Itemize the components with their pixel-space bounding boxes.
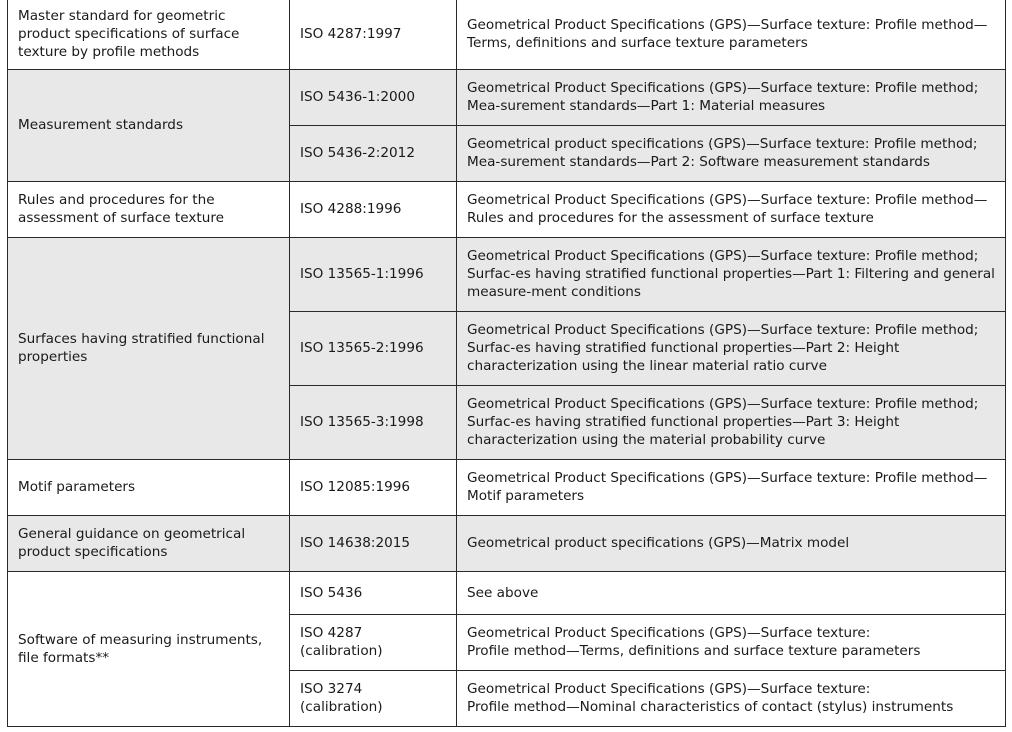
title-cell: Geometrical Product Specifications (GPS)—Surface texture: Profile method—Terms, definitions and surface texture parameters (457, 0, 1006, 69)
title-cell: Geometrical Product Specifications (GPS)—Surface texture: Profile method; Surfac-es having stratified functional properties—Part 3: Height characterization using the material probability curve (457, 385, 1006, 459)
category-cell: Rules and procedures for the assessment of surface texture (8, 181, 290, 237)
standard-cell: ISO 3274 (calibration) (290, 670, 457, 726)
standard-cell: ISO 13565-1:1996 (290, 237, 457, 311)
category-cell: Software of measuring instruments, file formats** (8, 571, 290, 726)
title-cell: Geometrical Product Specifications (GPS)—Surface texture: Profile method—Terms, definitions and surface texture parameters (457, 614, 1006, 670)
standards-table (7, 0, 1006, 727)
standard-cell: ISO 5436-2:2012 (290, 125, 457, 181)
table-row (8, 459, 1006, 515)
standard-cell: ISO 13565-2:1996 (290, 311, 457, 385)
standard-cell: ISO 12085:1996 (290, 459, 457, 515)
category-cell: Motif parameters (8, 459, 290, 515)
category-cell: Master standard for geometric product specifications of surface texture by profile methods (8, 0, 290, 69)
title-cell: Geometrical Product Specifications (GPS)—Surface texture: Profile method; Mea-surement standards—Part 1: Material measures (457, 69, 1006, 125)
title-cell: Geometrical Product Specifications (GPS)—Surface texture: Profile method—Motif parameters (457, 459, 1006, 515)
standard-cell: ISO 4287 (calibration) (290, 614, 457, 670)
standard-cell: ISO 13565-3:1998 (290, 385, 457, 459)
title-cell: Geometrical Product Specifications (GPS)—Surface texture: Profile method—Rules and procedures for the assessment of surface texture (457, 181, 1006, 237)
category-cell: Measurement standards (8, 69, 290, 181)
table-row (8, 181, 1006, 237)
table-row (8, 0, 1006, 69)
table-row (8, 515, 1006, 571)
title-cell: Geometrical product specifications (GPS)—Matrix model (457, 515, 1006, 571)
title-cell: Geometrical Product Specifications (GPS)—Surface texture: Profile method—Nominal characteristics of contact (stylus) instruments (457, 670, 1006, 726)
title-cell: Geometrical Product Specifications (GPS)—Surface texture: Profile method; Surfac-es having stratified functional properties—Part 2: Height characterization using the linear material ratio curve (457, 311, 1006, 385)
standard-cell: ISO 5436-1:2000 (290, 69, 457, 125)
title-cell: Geometrical product specifications (GPS)—Surface texture: Profile method; Mea-surement standards—Part 2: Software measurement standards (457, 125, 1006, 181)
title-cell: See above (457, 571, 1006, 614)
table-row (8, 571, 1006, 614)
category-cell: Surfaces having stratified functional properties (8, 237, 290, 459)
title-cell: Geometrical Product Specifications (GPS)—Surface texture: Profile method; Surfac-es having stratified functional properties—Part 1: Filtering and general measure-ment conditions (457, 237, 1006, 311)
standard-cell: ISO 5436 (290, 571, 457, 614)
standard-cell: ISO 14638:2015 (290, 515, 457, 571)
category-cell: General guidance on geometrical product specifications (8, 515, 290, 571)
standard-cell: ISO 4287:1997 (290, 0, 457, 69)
table-row (8, 69, 1006, 125)
table-row (8, 237, 1006, 311)
standard-cell: ISO 4288:1996 (290, 181, 457, 237)
